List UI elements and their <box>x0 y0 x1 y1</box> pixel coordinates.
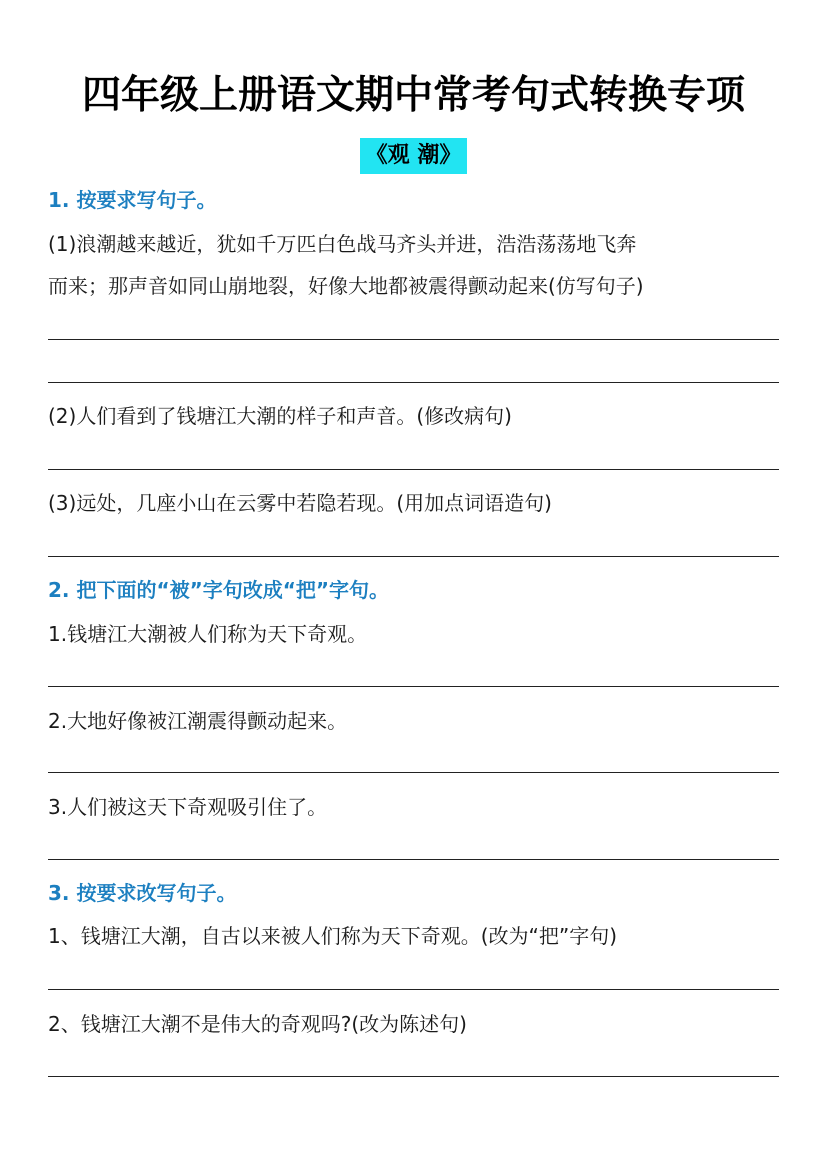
section1-q1-line1: (1)浪潮越来越近，犹如千万匹白色战马齐头并进，浩浩荡荡地飞奔 <box>48 232 637 256</box>
subtitle-highlight: 《观 潮》 <box>360 138 468 174</box>
answer-line[interactable] <box>48 989 779 990</box>
section2-q1: 1.钱塘江大潮被人们称为天下奇观。 <box>48 622 368 646</box>
section2-heading: 2. 把下面的“被”字句改成“把”字句。 <box>48 578 390 602</box>
answer-line[interactable] <box>48 859 779 860</box>
section2-q2: 2.大地好像被江潮震得颤动起来。 <box>48 709 348 733</box>
answer-line[interactable] <box>48 382 779 383</box>
answer-line[interactable] <box>48 772 779 773</box>
section1-heading: 1. 按要求写句子。 <box>48 188 217 212</box>
answer-line[interactable] <box>48 339 779 340</box>
answer-line[interactable] <box>48 1076 779 1077</box>
section3-q2: 2、钱塘江大潮不是伟大的奇观吗?(改为陈述句) <box>48 1012 467 1036</box>
section1-q2: (2)人们看到了钱塘江大潮的样子和声音。(修改病句) <box>48 404 512 428</box>
section1-q1-line2: 而来；那声音如同山崩地裂，好像大地都被震得颤动起来(仿写句子) <box>48 274 644 298</box>
page-title: 四年级上册语文期中常考句式转换专项 <box>81 73 745 118</box>
answer-line[interactable] <box>48 686 779 687</box>
answer-line[interactable] <box>48 469 779 470</box>
section2-q3: 3.人们被这天下奇观吸引住了。 <box>48 795 328 819</box>
subtitle-container <box>0 138 827 174</box>
section1-q3: (3)远处，几座小山在云雾中若隐若现。(用加点词语造句) <box>48 491 552 515</box>
section3-heading: 3. 按要求改写句子。 <box>48 881 237 905</box>
answer-line[interactable] <box>48 556 779 557</box>
section3-q1: 1、钱塘江大潮，自古以来被人们称为天下奇观。(改为“把”字句) <box>48 924 618 948</box>
